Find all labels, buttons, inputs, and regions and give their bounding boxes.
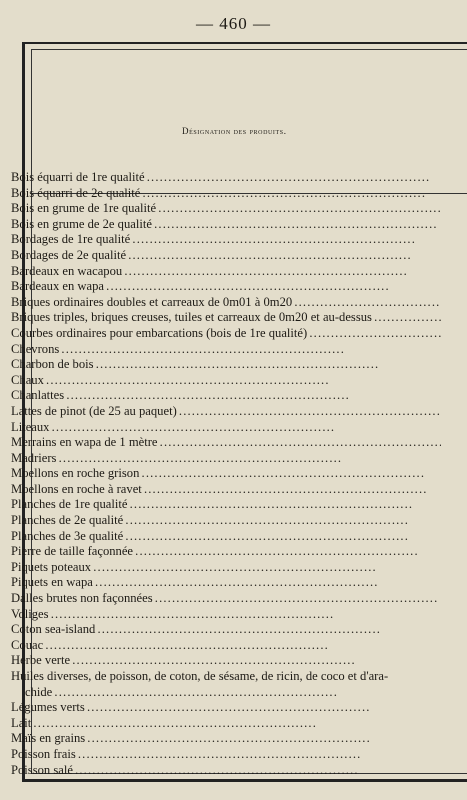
dot-leader: [95, 622, 379, 636]
product-label: Maïs en grains: [11, 731, 86, 746]
product-label: Planches de 3e qualité: [11, 528, 124, 543]
dot-leader: [153, 591, 437, 605]
list-item: [11, 451, 441, 467]
product-label: Voliges: [11, 606, 49, 621]
product-label: Bordages de 1re qualité: [11, 232, 131, 247]
product-label: Bardeaux en wacapou: [11, 263, 123, 278]
list-item: [11, 497, 441, 513]
list-item: [11, 513, 441, 529]
product-label: Courbes ordinaires pour embarcations (bois de 1re qualité): [11, 325, 308, 340]
dot-leader: [123, 529, 407, 543]
dot-leader: [123, 513, 407, 527]
list-item: [11, 310, 441, 326]
product-label: Lait: [11, 715, 32, 730]
list-item: [11, 232, 441, 248]
dot-leader: [59, 342, 343, 356]
list-item: [11, 685, 441, 701]
product-label: Madriers: [11, 450, 57, 465]
dot-leader: [145, 170, 429, 184]
dot-leader: [142, 482, 426, 496]
list-item: [11, 326, 441, 342]
list-item: [11, 607, 441, 623]
list-item: [11, 747, 441, 763]
product-label: Piquets en wapa: [11, 575, 93, 590]
list-item: [11, 591, 441, 607]
list-item: [11, 404, 441, 420]
list-item: [11, 669, 441, 685]
list-item: [11, 529, 441, 545]
list-item: [11, 544, 441, 560]
list-item: [11, 466, 441, 482]
dot-leader: [140, 186, 424, 200]
list-item: [11, 638, 441, 654]
product-label: Bois équarri de 1re qualité: [11, 170, 145, 184]
dot-leader: [93, 575, 377, 589]
product-label: Briques triples, briques creuses, tuiles et carreaux de 0m20 et au-dessus: [11, 310, 372, 325]
dot-leader: [156, 201, 440, 215]
product-label: Moellons en roche à ravet: [11, 481, 142, 496]
dot-leader: [372, 310, 441, 324]
list-item: [11, 716, 441, 732]
list-item: [11, 731, 441, 747]
list-item: [11, 357, 441, 373]
product-label: Huiles diverses, de poisson, de coton, de sésame, de ricin, de coco et d'ara-: [11, 669, 389, 683]
dot-leader: [104, 279, 388, 293]
list-item: [11, 482, 441, 498]
product-list: [11, 170, 441, 778]
dot-leader: [76, 747, 360, 761]
dot-leader: [130, 232, 414, 246]
list-item: [11, 373, 441, 389]
dot-leader: [122, 264, 406, 278]
product-label: Légumes verts: [11, 700, 85, 715]
list-item: [11, 575, 441, 591]
dot-leader: [85, 731, 369, 745]
product-label: Moellons en roche grison: [11, 466, 140, 481]
list-item: [11, 622, 441, 638]
list-item: [11, 186, 441, 202]
dot-leader: [44, 373, 328, 387]
product-label: Herbe verte: [11, 653, 71, 668]
product-label: chide: [25, 684, 53, 699]
dot-leader: [70, 653, 354, 667]
product-label: Planches de 2e qualité: [11, 513, 124, 528]
dot-leader: [139, 466, 423, 480]
product-label: Chevrons: [11, 341, 60, 356]
product-label: Lattes de pinot (de 25 au paquet): [11, 403, 177, 418]
list-item: [11, 170, 441, 186]
dot-leader: [31, 716, 315, 730]
list-item: [11, 201, 441, 217]
product-label: Couac: [11, 637, 44, 652]
list-item: [11, 560, 441, 576]
product-label: Dalles brutes non façonnées: [11, 591, 153, 606]
list-item: [11, 420, 441, 436]
product-label: Bordages de 2e qualité: [11, 247, 127, 262]
product-label: Merrains en wapa de 1 mètre: [11, 435, 158, 450]
page-number: — 460 —: [196, 14, 271, 33]
dot-leader: [85, 700, 369, 714]
product-label: Pierre de taille façonnée: [11, 544, 134, 559]
dot-leader: [52, 685, 336, 699]
dot-leader: [64, 388, 348, 402]
product-label: Poisson salé: [11, 762, 73, 777]
product-label: Piquets poteaux: [11, 559, 92, 574]
dot-leader: [56, 451, 340, 465]
product-label: Briques ordinaires doubles et carreaux de 0m01 à 0m20: [11, 294, 293, 309]
product-label: Planches de 1re qualité: [11, 497, 128, 512]
product-label: Chaux: [11, 372, 44, 387]
dot-leader: [152, 217, 436, 231]
dot-leader: [127, 497, 411, 511]
product-label: Coton sea-island: [11, 622, 96, 637]
dot-leader: [177, 404, 441, 418]
product-label: Chanlattes: [11, 388, 65, 403]
list-item: [11, 435, 441, 451]
product-label: Bois en grume de 2e qualité: [11, 216, 152, 231]
list-item: [11, 700, 441, 716]
dot-leader: [91, 560, 375, 574]
dot-leader: [158, 435, 441, 449]
product-label: Bois équarri de 2e qualité: [11, 185, 141, 200]
column-header: Désignation des produits.: [182, 126, 287, 136]
dot-leader: [49, 607, 333, 621]
dot-leader: [126, 248, 410, 262]
dot-leader: [43, 638, 327, 652]
product-label: Bois en grume de 1re qualité: [11, 201, 157, 216]
list-item: [11, 653, 441, 669]
dot-leader: [49, 420, 333, 434]
list-item: [11, 264, 441, 280]
dot-leader: [73, 763, 357, 777]
list-item: [11, 763, 441, 779]
dot-leader: [307, 326, 441, 340]
list-item: [11, 295, 441, 311]
dot-leader: [94, 357, 378, 371]
dot-leader: [133, 544, 417, 558]
product-label: Charbon de bois: [11, 357, 94, 372]
list-item: [11, 279, 441, 295]
list-item: [11, 248, 441, 264]
list-item: [11, 217, 441, 233]
product-label: Bardeaux en wapa: [11, 279, 105, 294]
list-item: [11, 388, 441, 404]
dot-leader: [292, 295, 441, 309]
product-label: Liteaux: [11, 419, 50, 434]
product-label: Poisson frais: [11, 746, 76, 761]
list-item: [11, 342, 441, 358]
